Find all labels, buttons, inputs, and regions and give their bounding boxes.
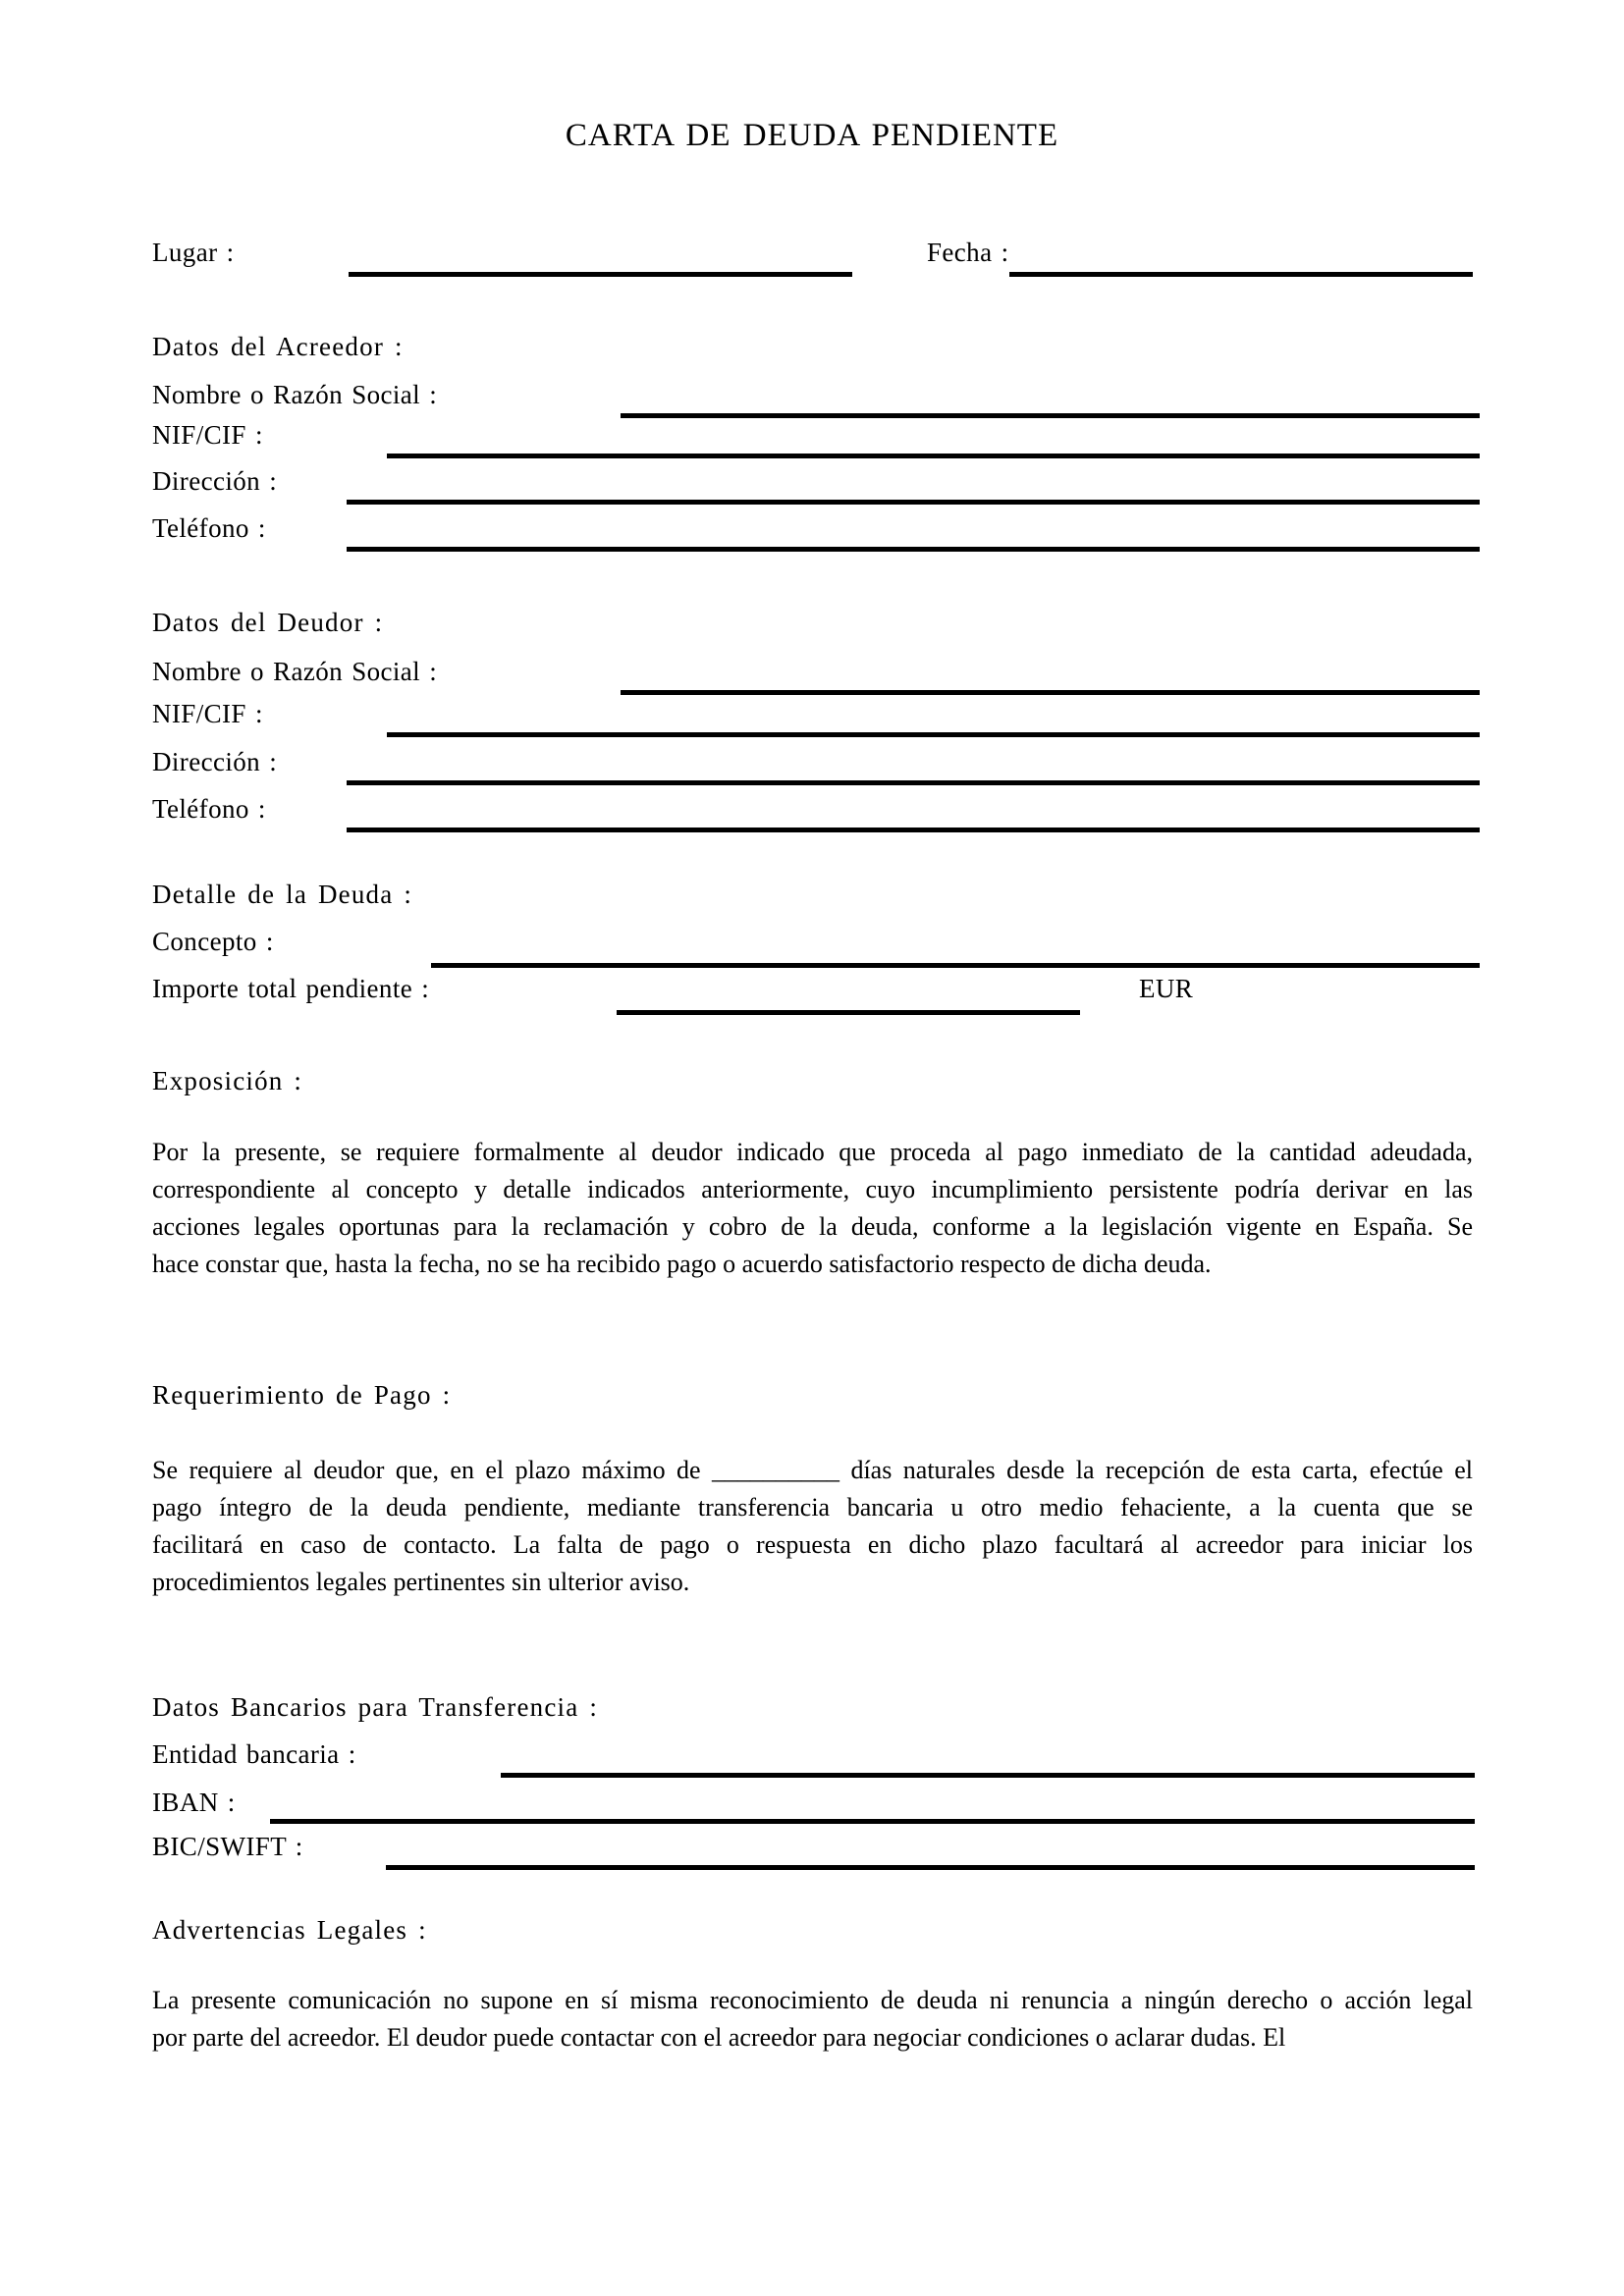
paragraph-line: La presente comunicación no supone en sí misma reconocimiento de deuda ni renuncia a ningún derecho o acción legal [152, 1986, 1473, 2014]
paragraph-line: por parte del acreedor. El deudor puede contactar con el acreedor para negociar condiciones o aclarar dudas. El [152, 2023, 1286, 2052]
debtor-nif-label: NIF/CIF : [152, 699, 263, 728]
debtor-direccion-blank-line[interactable] [347, 780, 1480, 785]
paragraph-line: hace constar que, hasta la fecha, no se ha recibido pago o acuerdo satisfactorio respecto de dicha deuda. [152, 1250, 1212, 1278]
paragraph-line: procedimientos legales pertinentes sin ulterior aviso. [152, 1568, 690, 1596]
debt-section-heading: Detalle de la Deuda : [152, 880, 413, 909]
paragraph-line: Se requiere al deudor que, en el plazo máximo de __________ días naturales desde la recepción de esta carta, efectúe el [152, 1456, 1473, 1484]
bic-blank-line[interactable] [386, 1865, 1475, 1870]
debtor-section-heading: Datos del Deudor : [152, 608, 384, 637]
currency-label: EUR [1139, 974, 1194, 1003]
paragraph-line: acciones legales oportunas para la reclamación y cobro de la deuda, conforme a la legislación vigente en España. Se [152, 1212, 1473, 1241]
lugar-blank-line[interactable] [349, 272, 852, 277]
page-title: CARTA DE DEUDA PENDIENTE [565, 118, 1059, 153]
debtor-nombre-label: Nombre o Razón Social : [152, 657, 438, 686]
exposicion-heading: Exposición : [152, 1066, 303, 1095]
creditor-telefono-label: Teléfono : [152, 513, 266, 543]
creditor-nif-blank-line[interactable] [387, 454, 1480, 458]
iban-label: IBAN : [152, 1788, 236, 1817]
importe-label: Importe total pendiente : [152, 974, 430, 1003]
debtor-telefono-label: Teléfono : [152, 794, 266, 824]
creditor-telefono-blank-line[interactable] [347, 547, 1480, 552]
advertencias-heading: Advertencias Legales : [152, 1915, 427, 1945]
iban-blank-line[interactable] [270, 1819, 1475, 1824]
debtor-nif-blank-line[interactable] [387, 732, 1480, 737]
exposicion-paragraph [152, 1134, 1473, 1283]
creditor-nif-label: NIF/CIF : [152, 420, 263, 450]
paragraph-line: correspondiente al concepto y detalle indicados anteriormente, cuyo incumplimiento persistente podría derivar en las [152, 1175, 1473, 1203]
concepto-blank-line[interactable] [431, 963, 1480, 968]
creditor-direccion-blank-line[interactable] [347, 500, 1480, 505]
requerimiento-heading: Requerimiento de Pago : [152, 1380, 452, 1410]
entidad-label: Entidad bancaria : [152, 1739, 356, 1769]
fecha-blank-line[interactable] [1009, 272, 1473, 277]
debtor-telefono-blank-line[interactable] [347, 828, 1480, 832]
paragraph-line: facilitará en caso de contacto. La falta de pago o respuesta en dicho plazo facultará al acreedor para iniciar los [152, 1530, 1473, 1559]
debtor-direccion-label: Dirección : [152, 747, 278, 776]
creditor-direccion-label: Dirección : [152, 466, 278, 496]
creditor-nombre-blank-line[interactable] [621, 413, 1480, 418]
advertencias-paragraph [152, 1982, 1473, 2056]
creditor-section-heading: Datos del Acreedor : [152, 332, 404, 361]
importe-blank-line[interactable] [617, 1010, 1080, 1015]
bank-section-heading: Datos Bancarios para Transferencia : [152, 1692, 599, 1722]
concepto-label: Concepto : [152, 927, 274, 956]
fecha-label: Fecha : [927, 238, 1009, 267]
lugar-label: Lugar : [152, 238, 235, 267]
paragraph-line: pago íntegro de la deuda pendiente, mediante transferencia bancaria u otro medio fehaciente, a la cuenta que se [152, 1493, 1473, 1522]
entidad-blank-line[interactable] [501, 1773, 1475, 1778]
paragraph-line: Por la presente, se requiere formalmente al deudor indicado que proceda al pago inmediato de la cantidad adeudada, [152, 1138, 1473, 1166]
debtor-nombre-blank-line[interactable] [621, 690, 1480, 695]
requerimiento-paragraph [152, 1452, 1473, 1601]
creditor-nombre-label: Nombre o Razón Social : [152, 380, 438, 409]
bic-label: BIC/SWIFT : [152, 1832, 303, 1861]
